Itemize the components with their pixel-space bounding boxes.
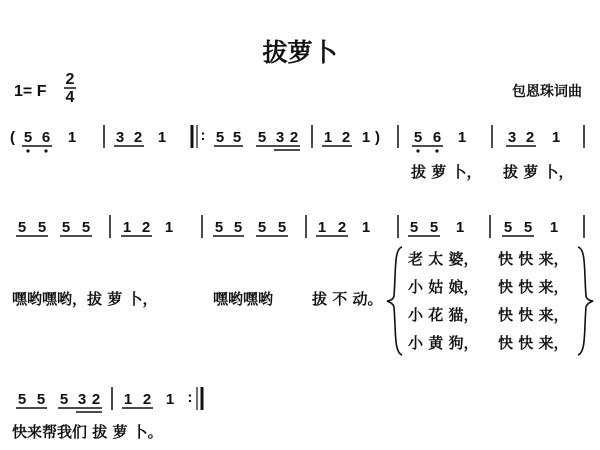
verse-lyric: 老 太 婆， [408,250,479,268]
note: 1 [164,219,174,236]
note: 5 [36,391,46,408]
note: 1 [123,391,133,408]
note: 2 [341,129,351,146]
note: 2 [91,391,101,408]
score-line-2 [12,215,593,355]
note: 2 [141,219,151,236]
note: 1 [157,129,167,146]
note: 5 [503,219,513,236]
verse-lyric: 快 快 来， [498,306,569,324]
verse-lyric: 小 黄 狗， [408,334,479,352]
time-signature-top: 2 [65,71,75,88]
note: 2 [142,391,152,408]
verse-brace-right [578,247,593,355]
note: 5 [23,129,33,146]
verse-lyric: 快 快 来， [498,278,569,296]
note: 5 [429,219,439,236]
note: 1 [455,219,465,236]
low-octave-dot [435,149,438,152]
note: 5 [413,129,423,146]
low-octave-dot [416,149,419,152]
note: 1 [549,219,559,236]
repeat-colon: : [200,127,206,144]
note: 2 [525,129,535,146]
note: 5 [233,219,243,236]
low-octave-dot [26,149,29,152]
note: 3 [77,391,87,408]
verse-lyric: 快 快 来， [498,334,569,352]
paren-close: ) [375,129,380,146]
verse-brace-left [387,247,402,355]
note: 2 [289,129,299,146]
note: 5 [257,219,267,236]
verse-lyric: 小 姑 娘， [408,278,479,296]
note: 5 [17,391,27,408]
note: 5 [232,129,242,146]
note: 1 [551,129,561,146]
note: 1 [361,219,371,236]
note: 1 [165,391,175,408]
lyric: 嘿哟嘿哟 [213,290,274,308]
note: 1 [122,219,132,236]
low-octave-dot [44,149,47,152]
note: 6 [41,129,51,146]
paren-open: ( [10,129,15,146]
note: 3 [507,129,517,146]
note: 1 [361,129,371,146]
note: 5 [81,219,91,236]
note: 1 [457,129,467,146]
lyric: 拔 萝 卜， [411,163,482,181]
note: 5 [37,219,47,236]
note: 2 [337,219,347,236]
note: 5 [17,219,27,236]
note: 5 [214,219,224,236]
note: 2 [133,129,143,146]
time-signature-bottom: 4 [65,89,75,106]
score-line-1 [10,125,584,182]
credit-composer: 包恩珠词曲 [512,84,582,100]
note: 5 [59,391,69,408]
lyric: 拔 萝 卜， [503,163,574,181]
note: 1 [317,219,327,236]
note: 1 [67,129,77,146]
repeat-end-colon: : [187,389,193,406]
note: 5 [409,219,419,236]
note: 5 [257,129,267,146]
note: 6 [432,129,442,146]
note: 3 [115,129,125,146]
note: 5 [61,219,71,236]
note: 3 [275,129,285,146]
note: 5 [277,219,287,236]
lyric: 嘿哟嘿哟，拔 萝 卜， [12,290,158,308]
score-line-3 [12,387,202,441]
note: 5 [215,129,225,146]
note: 5 [523,219,533,236]
lyric: 拔 不 动。 [312,290,383,308]
verse-lyric: 快 快 来， [498,250,569,268]
note: 1 [323,129,333,146]
lyric: 快来帮我们 拔 萝 卜。 [12,423,163,441]
page-title: 拔萝卜 [262,38,338,67]
key-signature: 1= F [14,83,47,100]
verse-lyric: 小 花 猫， [408,306,479,324]
